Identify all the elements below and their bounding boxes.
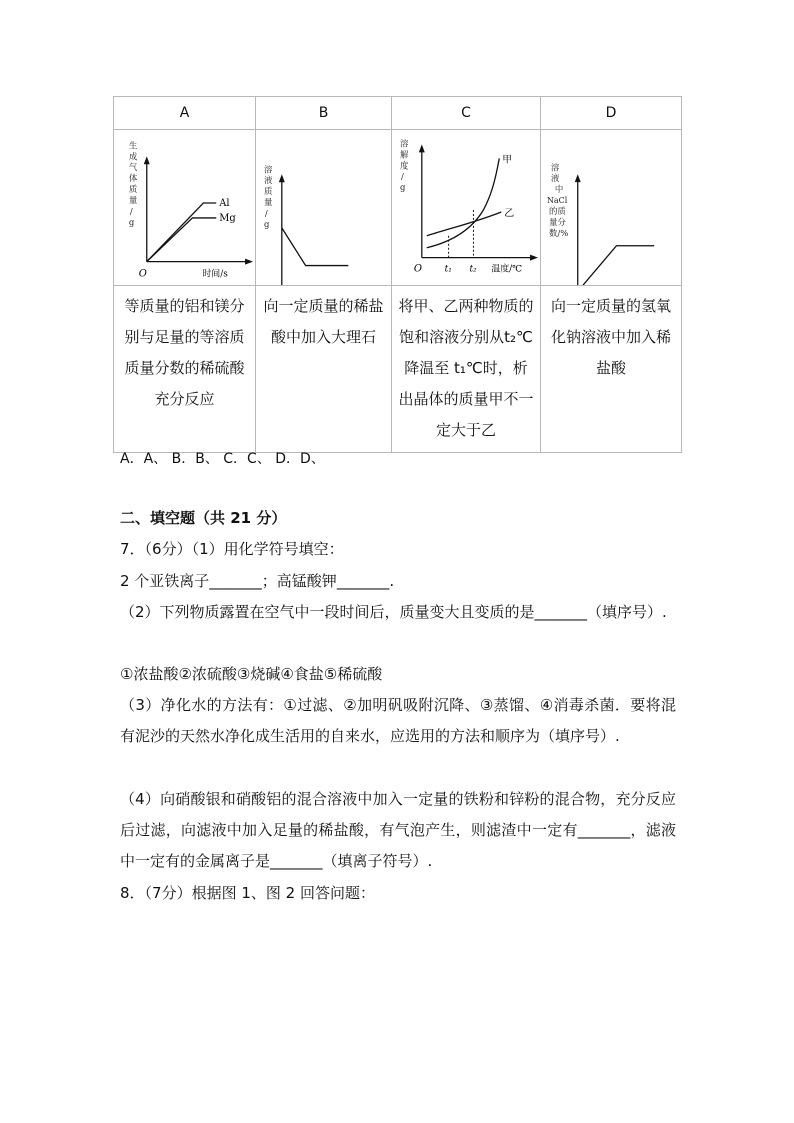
graph-d-cell bbox=[541, 130, 682, 286]
q8-line1: 8．（7分）根据图 1、图 2 回答问题： bbox=[120, 884, 375, 902]
graph-b-ylabel-2: 质 bbox=[263, 186, 273, 197]
description-row bbox=[114, 286, 682, 453]
graph-c-xlabel: 温度/℃ bbox=[491, 264, 523, 275]
graph-d-ylabel-2: 中 bbox=[554, 184, 564, 195]
graph-a-xlabel: 时间/s bbox=[202, 269, 228, 280]
graph-a-ylabel-3: 体 bbox=[128, 173, 138, 184]
graph-c-ylabel-3: / bbox=[400, 171, 404, 182]
q7-line1: 7．（6分）（1）用化学符号填空： bbox=[120, 540, 344, 558]
graph-a-cell bbox=[114, 130, 256, 286]
graph-c-y-arrow bbox=[419, 144, 425, 152]
graph-a-ylabel-6: / bbox=[129, 205, 133, 216]
graph-b-y-arrow bbox=[279, 174, 285, 182]
graph-c-label-jia: 甲 bbox=[502, 154, 513, 166]
description-c: 将甲、乙两种物质的饱和溶液分别从t₂℃降温至 t₁℃时，析出晶体的质量甲不一定大于乙 bbox=[392, 286, 541, 453]
graph-d bbox=[541, 130, 681, 285]
description-b: 向一定质量的稀盐酸中加入大理石 bbox=[256, 286, 392, 453]
graph-b-ylabel-1: 液 bbox=[263, 175, 273, 186]
graph-a-ylabel-0: 生 bbox=[128, 140, 138, 151]
header-d: D bbox=[541, 97, 682, 130]
graph-a-x-arrow bbox=[245, 259, 253, 265]
graph-a-mg-line bbox=[147, 218, 217, 262]
graph-row bbox=[114, 130, 682, 286]
header-c: C bbox=[392, 97, 541, 130]
graph-a-ylabel-4: 质 bbox=[128, 184, 138, 195]
description-a: 等质量的铝和镁分别与足量的等溶质质量分数的稀硫酸充分反应 bbox=[114, 286, 256, 453]
graph-b-line bbox=[282, 228, 349, 266]
graph-b-cell bbox=[256, 130, 392, 286]
graph-d-ylabel-6: 数/% bbox=[548, 227, 569, 238]
graph-d-y-arrow bbox=[575, 174, 581, 182]
graph-d-ylabel-1: 液 bbox=[550, 173, 560, 184]
q7-part3: （3）净化水的方法有：①过滤、②加明矾吸附沉降、③蒸馏、④消毒杀菌．要将混有泥沙的天然水净化成生活用的自来水，应选用的方法和顺序为（填序号）. bbox=[120, 696, 676, 745]
graph-a-al-line bbox=[147, 203, 217, 262]
graph-d-ylabel-0: 溶 bbox=[550, 162, 560, 173]
q7-choices: ①浓盐酸②浓硫酸③烧碱④食盐⑤稀硫酸 bbox=[120, 665, 383, 683]
graph-d-line bbox=[578, 246, 654, 285]
graph-c-x-arrow bbox=[530, 255, 538, 261]
graph-b-ylabel-4: / bbox=[264, 207, 268, 218]
graph-a-y-arrow bbox=[144, 156, 150, 164]
graph-a-ylabel-1: 成 bbox=[128, 151, 138, 162]
graph-d-ylabel-4: 的质 bbox=[548, 205, 566, 216]
graph-b-ylabel-5: g bbox=[263, 218, 270, 229]
graph-c-ylabel-2: 度 bbox=[399, 160, 409, 171]
q7-part4: （4）向硝酸银和硝酸铝的混合溶液中加入一定量的铁粉和锌粉的混合物，充分反应后过滤，向滤液中加入足量的稀盐酸，有气泡产生，则滤渣中一定有_______，滤液中一定有的金属离子是_______（填离子符号）. bbox=[120, 790, 676, 870]
header-b: B bbox=[256, 97, 392, 130]
graph-c-ylabel-1: 解 bbox=[399, 149, 409, 160]
graph-c-t2: t₂ bbox=[469, 264, 477, 275]
graph-b bbox=[256, 130, 391, 285]
graph-a-label-mg: Mg bbox=[219, 212, 236, 224]
graph-c-t1: t₁ bbox=[444, 264, 452, 275]
graph-a-label-al: Al bbox=[219, 198, 230, 210]
graph-c-origin: O bbox=[413, 263, 422, 275]
graph-d-ylabel-5: 量分 bbox=[548, 216, 566, 227]
graph-a-ylabel-2: 气 bbox=[128, 162, 138, 173]
header-a: A bbox=[114, 97, 256, 130]
graph-c-label-yi: 乙 bbox=[504, 207, 515, 219]
graph-b-ylabel-3: 量 bbox=[263, 197, 273, 208]
graph-b-ylabel-0: 溶 bbox=[263, 164, 273, 175]
options-table bbox=[113, 96, 682, 453]
graph-c-jia-curve bbox=[427, 158, 500, 247]
graph-a-ylabel-7: g bbox=[128, 216, 135, 227]
q7-part2: （2）下列物质露置在空气中一段时间后，质量变大且变质的是_______（填序号）. bbox=[120, 603, 667, 621]
answer-options: A．A、 B．B、 C．C、 D．D、 bbox=[120, 451, 325, 467]
description-d: 向一定质量的氢氧化钠溶液中加入稀盐酸 bbox=[541, 286, 682, 453]
graph-d-ylabel-3: NaCl bbox=[546, 196, 568, 206]
graph-c-ylabel-4: g bbox=[399, 182, 406, 193]
graph-c-cell bbox=[392, 130, 541, 286]
graph-c bbox=[392, 130, 540, 285]
section-title: 二、填空题（共 21 分） bbox=[120, 509, 287, 527]
graph-a-origin: O bbox=[138, 268, 147, 280]
graph-a-ylabel-5: 量 bbox=[128, 195, 138, 206]
graph-c-yi-curve bbox=[427, 212, 501, 236]
graph-c-ylabel-0: 溶 bbox=[399, 138, 409, 149]
graph-a bbox=[114, 130, 255, 285]
header-row bbox=[114, 97, 682, 130]
q7-line2: 2 个亚铁离子_______；高锰酸钾_______. bbox=[120, 572, 395, 590]
